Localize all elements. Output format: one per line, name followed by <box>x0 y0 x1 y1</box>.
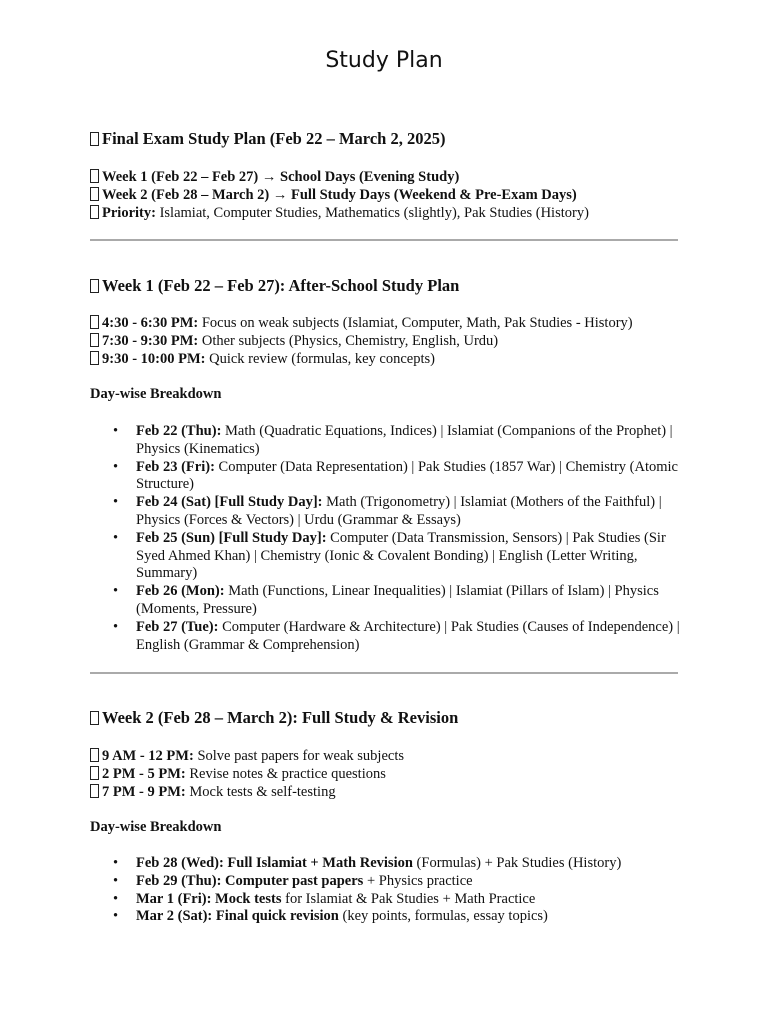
list-item <box>113 873 683 891</box>
missing-glyph-icon <box>90 169 99 183</box>
time-slot-label: 7 PM - 9 PM: <box>102 784 186 800</box>
day-label: Mar 1 (Fri): Mock tests <box>136 890 282 907</box>
list-item <box>113 908 683 926</box>
list-item <box>113 855 683 873</box>
week1-time-slot <box>90 332 498 350</box>
week2-heading <box>90 708 458 728</box>
divider <box>90 239 678 241</box>
list-item <box>113 530 683 583</box>
missing-glyph-icon <box>90 784 99 798</box>
missing-glyph-icon <box>90 333 99 347</box>
day-label: Feb 23 (Fri): <box>136 458 215 475</box>
missing-glyph-icon <box>90 187 99 201</box>
day-label: Feb 22 (Thu): <box>136 423 222 439</box>
time-slot-label: 9:30 - 10:00 PM: <box>102 351 206 367</box>
time-slot-label: 9 AM - 12 PM: <box>102 748 194 764</box>
day-text: Computer (Data Representation) | Pak Studies (1857 War) | Chemistry (Atomic Structure) <box>136 458 678 493</box>
day-text: Math (Trigonometry) | Islamiat (Mothers of the Faithful) | Physics (Forces & Vectors) | Urdu (Grammar & Essays) <box>136 494 662 528</box>
week2-day-list <box>113 855 683 926</box>
final-line-priority-label: Priority: <box>102 205 156 221</box>
day-text: Math (Quadratic Equations, Indices) | Islamiat (Companions of the Prophet) | Physics (Kinematics) <box>136 423 673 457</box>
list-item <box>113 891 683 909</box>
list-item <box>113 583 683 619</box>
week1-breakdown-label: Day-wise Breakdown <box>90 386 222 402</box>
time-slot-text: Revise notes & practice questions <box>185 766 386 782</box>
final-line-week2-label: Week 2 (Feb 28 – March 2) → Full Study Days (Weekend & Pre-Exam Days) <box>102 187 577 203</box>
final-line-week1 <box>90 168 459 186</box>
missing-glyph-icon <box>90 748 99 762</box>
week2-time-slot <box>90 783 336 801</box>
time-slot-text: Solve past papers for weak subjects <box>193 748 405 764</box>
week1-time-slot <box>90 314 633 332</box>
final-line-week1-label: Week 1 (Feb 22 – Feb 27) → School Days (Evening Study) <box>102 169 460 185</box>
list-item <box>113 494 683 530</box>
day-text: (key points, formulas, essay topics) <box>338 908 548 925</box>
week1-time-slot <box>90 350 435 368</box>
divider <box>90 672 678 674</box>
missing-glyph-icon <box>90 315 99 329</box>
time-slot-text: Other subjects (Physics, Chemistry, English, Urdu) <box>198 333 499 349</box>
week1-heading-text: Week 1 (Feb 22 – Feb 27): After-School Study Plan <box>102 276 460 295</box>
missing-glyph-icon <box>90 132 99 146</box>
day-text: (Formulas) + Pak Studies (History) <box>412 855 622 871</box>
list-item <box>113 423 683 459</box>
day-label: Feb 29 (Thu): Computer past papers <box>136 872 364 889</box>
time-slot-label: 7:30 - 9:30 PM: <box>102 333 199 349</box>
day-label: Mar 2 (Sat): Final quick revision <box>136 908 339 925</box>
time-slot-label: 2 PM - 5 PM: <box>102 766 186 782</box>
missing-glyph-icon <box>90 279 99 293</box>
time-slot-label: 4:30 - 6:30 PM: <box>102 315 199 331</box>
final-exam-heading <box>90 129 445 149</box>
week2-heading-text: Week 2 (Feb 28 – March 2): Full Study & Revision <box>102 708 459 727</box>
day-text: Math (Functions, Linear Inequalities) | Islamiat (Pillars of Islam) | Physics (Moments, Pressure) <box>136 583 659 617</box>
missing-glyph-icon <box>90 351 99 365</box>
week1-day-list <box>113 423 683 654</box>
final-line-priority-text: Islamiat, Computer Studies, Mathematics (slightly), Pak Studies (History) <box>155 205 589 221</box>
final-line-week2 <box>90 186 577 204</box>
day-label: Feb 28 (Wed): Full Islamiat + Math Revision <box>136 855 413 871</box>
day-text: + Physics practice <box>363 872 473 889</box>
list-item <box>113 619 683 655</box>
week1-heading <box>90 276 459 296</box>
week2-time-slot <box>90 747 404 765</box>
time-slot-text: Mock tests & self-testing <box>185 784 336 800</box>
missing-glyph-icon <box>90 205 99 219</box>
list-item <box>113 459 683 495</box>
day-label: Feb 24 (Sat) [Full Study Day]: <box>136 494 323 511</box>
missing-glyph-icon <box>90 766 99 780</box>
missing-glyph-icon <box>90 711 99 725</box>
final-exam-heading-text: Final Exam Study Plan (Feb 22 – March 2, 2025) <box>102 129 446 148</box>
time-slot-text: Quick review (formulas, key concepts) <box>205 351 435 367</box>
day-text: for Islamiat & Pak Studies + Math Practice <box>281 890 536 907</box>
day-text: Computer (Hardware & Architecture) | Pak Studies (Causes of Independence) | English (Grammar & Comprehension) <box>136 618 680 653</box>
day-text: Computer (Data Transmission, Sensors) | Pak Studies (Sir Syed Ahmed Khan) | Chemistry (Ionic & Covalent Bonding) | English (Letter Writing, Summary) <box>136 529 666 582</box>
final-line-priority <box>90 204 589 222</box>
document-title: Study Plan <box>325 48 443 73</box>
day-label: Feb 25 (Sun) [Full Study Day]: <box>136 529 327 546</box>
week2-breakdown-label: Day-wise Breakdown <box>90 819 222 835</box>
day-label: Feb 26 (Mon): <box>136 583 225 600</box>
week2-time-slot <box>90 765 386 783</box>
day-label: Feb 27 (Tue): <box>136 618 219 635</box>
time-slot-text: Focus on weak subjects (Islamiat, Computer, Math, Pak Studies - History) <box>198 315 633 331</box>
